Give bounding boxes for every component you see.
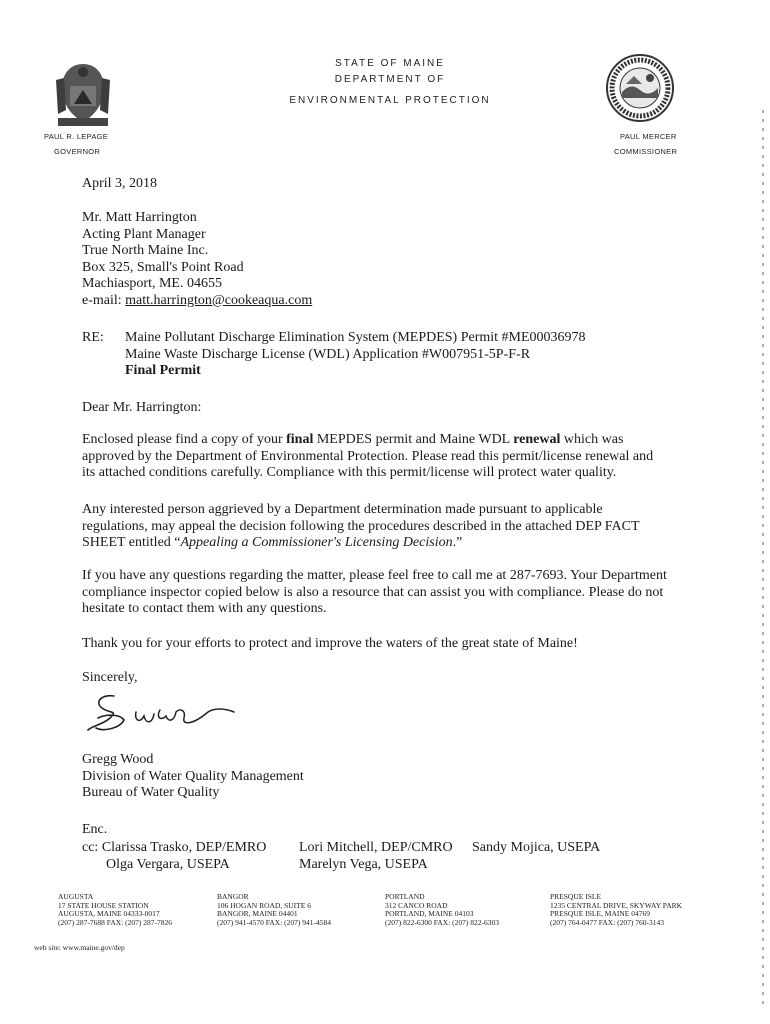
office-address: 1235 CENTRAL DRIVE, SKYWAY PARK [550, 900, 683, 910]
address-line: Acting Plant Manager [82, 226, 206, 242]
paragraph-line: hesitate to contact them with any questions. [82, 601, 327, 616]
cc-list [82, 839, 266, 873]
closing: Sincerely, [82, 670, 138, 685]
paragraph-line: Any interested person aggrieved by a Department determination made pursuant to applicable [82, 502, 603, 517]
office-bangor [217, 893, 331, 927]
recipient-address [82, 210, 702, 309]
address-line: Mr. Matt Harrington [82, 210, 197, 225]
p1-renewal: renewal [513, 432, 561, 447]
header-department: DEPARTMENT OF [334, 74, 446, 85]
office-presque-isle [550, 893, 682, 927]
office-phone: (207) 764-0477 FAX: (207) 760-3143 [550, 917, 665, 927]
office-address: 17 STATE HOUSE STATION [58, 900, 149, 910]
office-name: AUGUSTA [58, 892, 94, 901]
p2-text: .” [452, 535, 463, 550]
governor-title: GOVERNOR [54, 147, 101, 156]
signer-block [82, 752, 702, 802]
paragraph-1 [82, 432, 702, 482]
office-portland [385, 893, 499, 927]
address-line: True North Maine Inc. [82, 243, 209, 258]
paragraph-line: approved by the Department of Environmental Protection. Please read this permit/license renewal and [82, 448, 654, 464]
office-address: 312 CANCO ROAD [385, 900, 448, 910]
signer-bureau: Bureau of Water Quality [82, 785, 220, 800]
re-line: Maine Pollutant Discharge Elimination System (MEPDES) Permit #ME00036978 [125, 330, 586, 345]
fact-sheet-title: Appealing a Commissioner's Licensing Decision [180, 535, 453, 550]
cc-recipient: Olga Vergara, USEPA [106, 857, 230, 872]
address-line: Machiasport, ME. 04655 [82, 276, 222, 291]
paragraph-2 [82, 502, 702, 552]
paragraph-line: its attached conditions carefully. Compliance with this permit/license will protect water quality. [82, 465, 617, 480]
commissioner-name: PAUL MERCER [620, 132, 677, 141]
re-label: RE: [82, 330, 104, 345]
p1-final: final [286, 432, 314, 447]
cc-label: cc: [82, 840, 102, 855]
signer-division: Division of Water Quality Management [82, 768, 304, 784]
office-phone: (207) 822-6300 FAX: (207) 822-6303 [385, 917, 500, 927]
state-seal-icon [50, 60, 116, 132]
office-name: PORTLAND [385, 892, 425, 901]
header-division: ENVIRONMENTAL PROTECTION [289, 95, 491, 106]
p1-text: Enclosed please find a copy of your [82, 432, 287, 447]
paragraph-line: If you have any questions regarding the matter, please feel free to call me at 287-7693. Your Department [82, 568, 667, 583]
re-final-permit: Final Permit [125, 363, 201, 378]
office-augusta [58, 893, 172, 927]
office-name: BANGOR [217, 892, 249, 901]
dep-seal-icon [604, 52, 676, 124]
p1-text: MEPDES permit and Maine WDL [313, 432, 514, 447]
office-city: BANGOR, MAINE 04401 [217, 909, 298, 918]
p2-text: SHEET entitled “ [82, 535, 181, 550]
paragraph-line [82, 535, 702, 552]
cc-recipient: Lori Mitchell, DEP/CMRO [299, 840, 453, 855]
header-state: STATE OF MAINE [335, 58, 445, 69]
paragraph-3 [82, 568, 702, 618]
signature [84, 688, 244, 736]
cc-column-2 [299, 839, 453, 873]
office-city: PRESQUE ISLE, MAINE 04769 [550, 909, 651, 918]
email-line [82, 293, 702, 310]
scan-edge-divider [762, 110, 764, 1010]
office-phone: (207) 287-7688 FAX: (207) 287-7826 [58, 917, 173, 927]
paragraph-line: compliance inspector copied below is also a resource that can assist you with compliance. Please do not [82, 584, 664, 600]
signer-name: Gregg Wood [82, 752, 154, 767]
cc-recipient: Marelyn Vega, USEPA [299, 857, 428, 872]
enclosure: Enc. [82, 822, 108, 837]
email-link[interactable]: matt.harrington@cookeaqua.com [125, 292, 313, 308]
office-city: PORTLAND, MAINE 04103 [385, 909, 474, 918]
cc-row [82, 839, 266, 856]
website-link[interactable]: web site: www.maine.gov/dep [34, 943, 125, 952]
salutation: Dear Mr. Harrington: [82, 400, 202, 415]
office-address: 106 HOGAN ROAD, SUITE 6 [217, 900, 311, 910]
cc-recipient: Clarissa Trasko, DEP/EMRO [101, 840, 267, 855]
office-name: PRESQUE ISLE [550, 892, 602, 901]
re-line: Maine Waste Discharge License (WDL) Application #W007951-5P-F-R [125, 346, 531, 362]
p1-text: which was [560, 432, 624, 447]
letter-date: April 3, 2018 [82, 176, 158, 191]
office-city: AUGUSTA, MAINE 04333-0017 [58, 909, 160, 918]
cc-recipient: Sandy Mojica, USEPA [472, 840, 601, 855]
paragraph-4: Thank you for your efforts to protect and improve the waters of the great state of Maine! [82, 636, 578, 651]
cc-row [82, 856, 266, 873]
re-block [125, 330, 586, 380]
paragraph-line [82, 432, 702, 449]
address-line: Box 325, Small's Point Road [82, 259, 244, 275]
paragraph-line: regulations, may appeal the decision following the procedures described in the attached DEP FACT [82, 518, 640, 534]
governor-name: PAUL R. LEPAGE [44, 132, 109, 141]
office-phone: (207) 941-4570 FAX: (207) 941-4584 [217, 917, 332, 927]
commissioner-title: COMMISSIONER [614, 147, 678, 156]
email-label: e-mail: [82, 292, 126, 308]
